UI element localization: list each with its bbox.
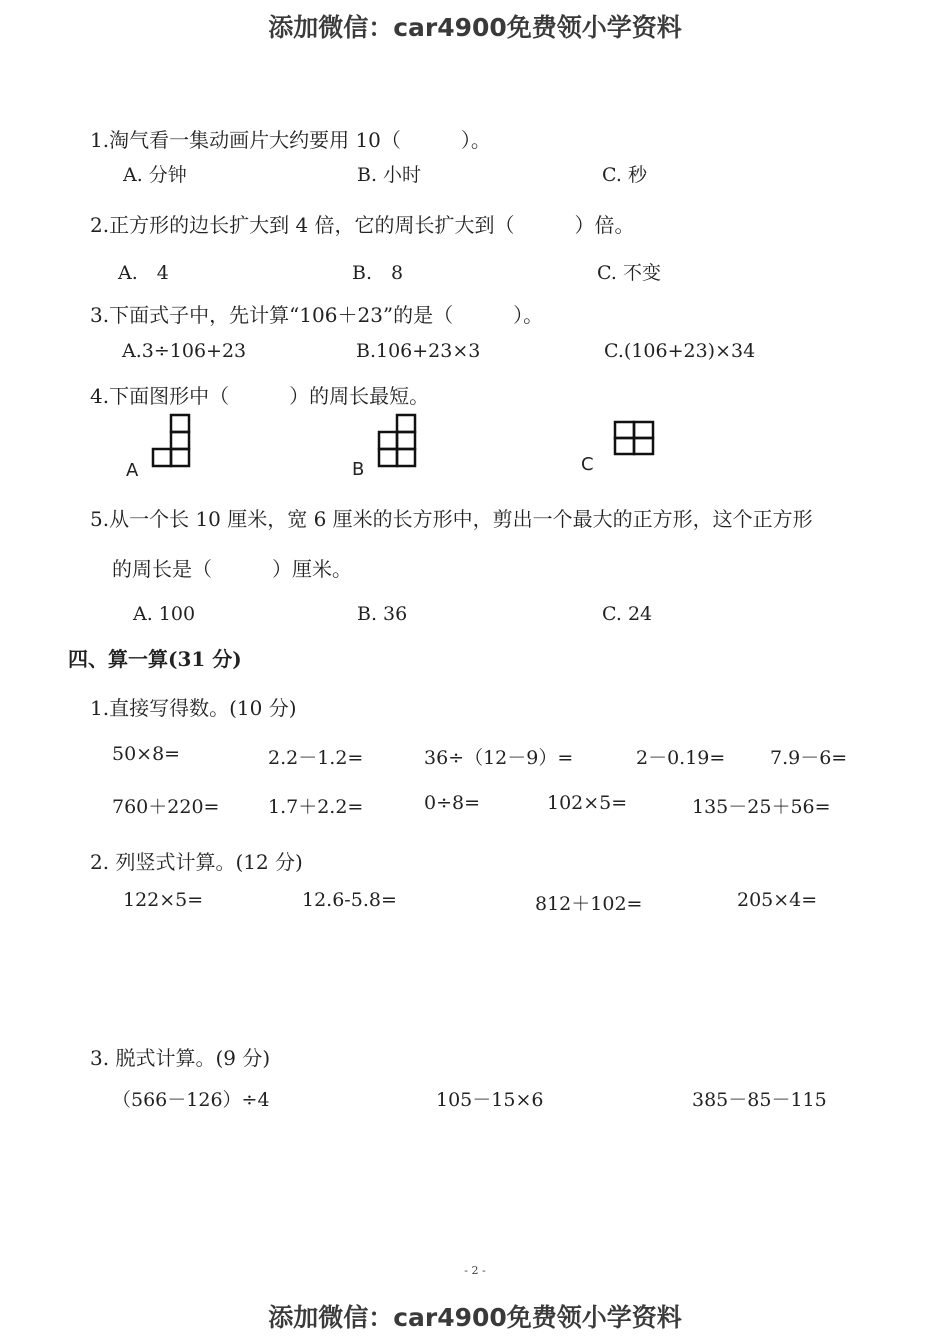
- question-5-stem-line1: 5.从一个长 10 厘米，宽 6 厘米的长方形中，剪出一个最大的正方形，这个正方形: [90, 507, 813, 531]
- question-4-stem: 4.下面图形中（ ）的周长最短。: [90, 384, 430, 408]
- mental-calc-item: 7.9－6=: [770, 747, 848, 769]
- question-2-option-c: C. 不变: [597, 262, 661, 284]
- stepwise-calc-item: 105－15×6: [436, 1089, 544, 1111]
- mental-calc-item: 2.2－1.2=: [268, 747, 364, 769]
- figure-b-label: B: [352, 459, 365, 480]
- mental-calc-item: 2－0.19=: [636, 747, 726, 769]
- mental-calc-item: 0÷8=: [424, 792, 481, 814]
- mental-calc-item: 50×8=: [112, 743, 181, 765]
- question-2-option-a: A. 4: [118, 262, 169, 284]
- question-3-stem: 3.下面式子中，先计算“106＋23”的是（ ）。: [90, 303, 544, 327]
- question-2-stem: 2.正方形的边长扩大到 4 倍，它的周长扩大到（ ）倍。: [90, 213, 635, 237]
- question-5-option-b: B. 36: [357, 603, 408, 625]
- mental-calc-item: 760＋220=: [112, 796, 220, 818]
- question-1-stem: 1.淘气看一集动画片大约要用 10（ ）。: [90, 128, 491, 152]
- question-3-option-c: C.(106+23)×34: [604, 340, 756, 362]
- mental-calc-item: 36÷（12－9）=: [424, 747, 574, 769]
- mental-calc-item: 1.7＋2.2=: [268, 796, 364, 818]
- figure-b-shape: [376, 412, 421, 468]
- vertical-calc-item: 812＋102=: [535, 893, 643, 915]
- mental-calc-item: 102×5=: [547, 792, 628, 814]
- vertical-calc-item: 122×5=: [123, 889, 204, 911]
- figure-c-shape: [612, 419, 656, 457]
- question-5-option-c: C. 24: [602, 603, 653, 625]
- stepwise-calc-item: （566－126）÷4: [112, 1089, 270, 1111]
- stepwise-calc-item: 385－85－115: [692, 1089, 827, 1111]
- question-1-option-b: B. 小时: [357, 164, 422, 186]
- part-1-title: 1.直接写得数。(10 分): [90, 696, 297, 720]
- watermark-bottom: 添加微信：car4900免费领小学资料: [268, 1303, 682, 1332]
- question-3-option-a: A.3÷106+23: [122, 340, 247, 362]
- question-5-stem-line2: 的周长是（ ）厘米。: [112, 557, 352, 581]
- section-4-title: 四、算一算(31 分): [68, 647, 242, 671]
- figure-c-label: C: [581, 454, 594, 475]
- question-3-option-b: B.106+23×3: [356, 340, 481, 362]
- part-2-title: 2. 列竖式计算。(12 分): [90, 850, 303, 874]
- question-2-option-b: B. 8: [352, 262, 404, 284]
- watermark-top: 添加微信：car4900免费领小学资料: [268, 13, 682, 42]
- figure-a-label: A: [126, 460, 139, 481]
- mental-calc-item: 135－25＋56=: [692, 796, 831, 818]
- vertical-calc-item: 205×4=: [737, 889, 818, 911]
- question-5-option-a: A. 100: [133, 603, 196, 625]
- vertical-calc-item: 12.6-5.8=: [302, 889, 397, 911]
- page-number: - 2 -: [464, 1264, 486, 1277]
- figure-a-shape: [150, 412, 195, 468]
- question-1-option-a: A. 分钟: [123, 164, 187, 186]
- part-3-title: 3. 脱式计算。(9 分): [90, 1046, 271, 1070]
- question-1-option-c: C. 秒: [602, 164, 647, 186]
